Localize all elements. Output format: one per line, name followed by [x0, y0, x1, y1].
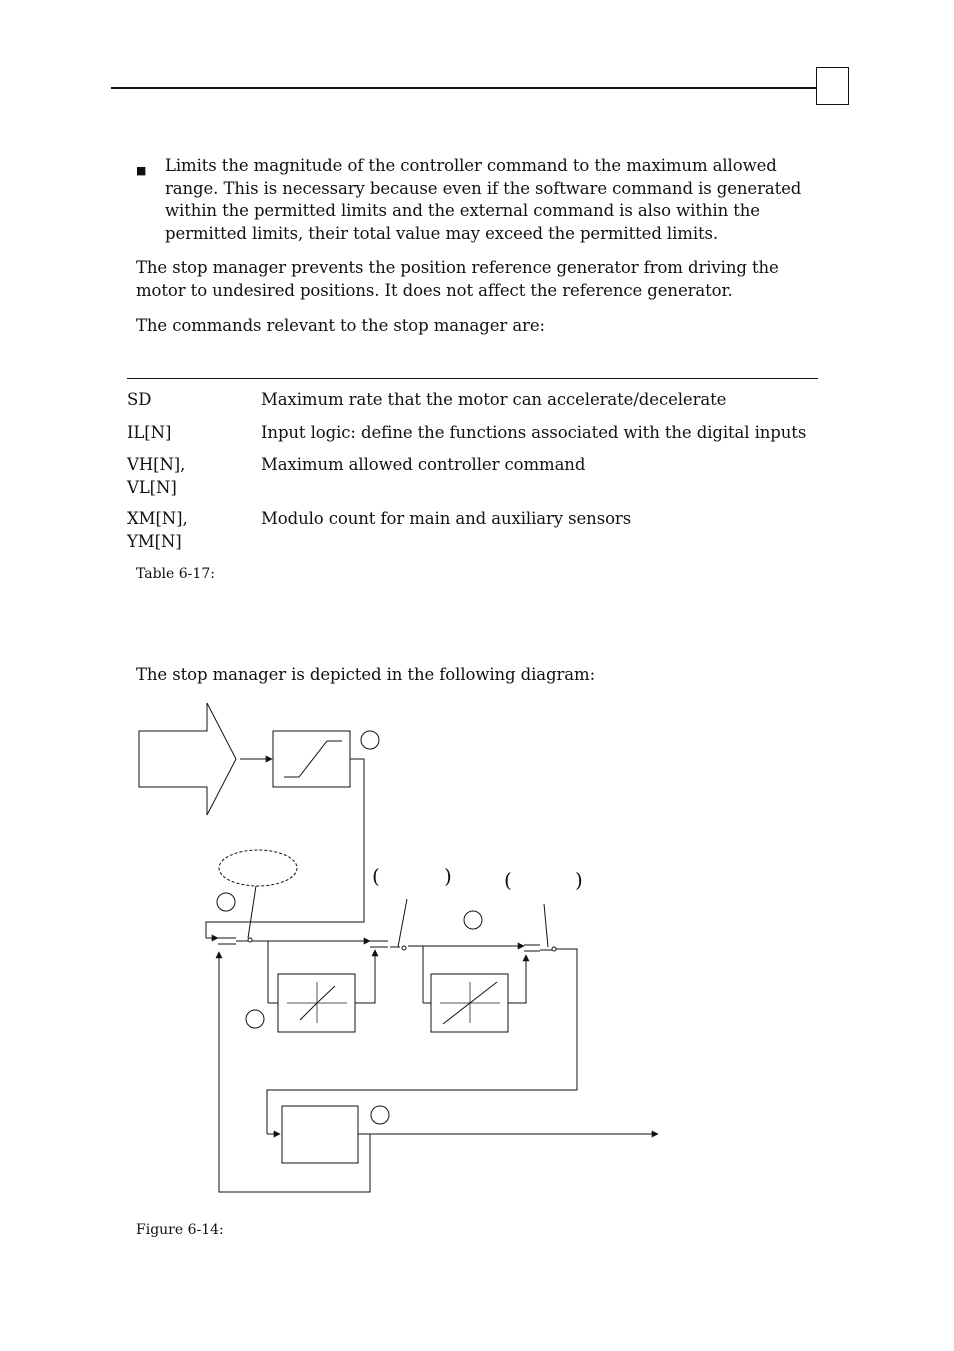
node-marker-2: [217, 893, 235, 911]
table-cell-command: VH[N], VL[N]: [127, 455, 186, 497]
bullet-marker: ■: [136, 164, 147, 177]
table-cell-description: Maximum allowed controller command: [261, 455, 586, 474]
table-cell-description: Modulo count for main and auxiliary sensors: [261, 509, 632, 528]
paren-label: ): [444, 864, 452, 888]
table-cell-command: SD: [127, 390, 152, 409]
table-cell-command: XM[N], YM[N]: [127, 509, 188, 551]
node-marker-5: [371, 1106, 389, 1124]
table-cell-command: IL[N]: [127, 423, 172, 442]
node-marker-3: [246, 1010, 264, 1028]
paren-label: (: [372, 864, 380, 888]
table-cell-description: Input logic: define the functions associated with the digital inputs: [261, 423, 807, 442]
paren-label: (: [504, 868, 512, 892]
output-block: [282, 1106, 358, 1163]
bullet-item-text: Limits the magnitude of the controller command to the maximum allowed range. This is necessary because even if the software command is generated within the permitted limits and the external command is also within the permitted limits, their total value may exceed the permitted limits.: [165, 156, 802, 243]
node-marker-4: [464, 911, 482, 929]
paragraph-stop-manager: The stop manager prevents the position reference generator from driving the motor to undesired positions. It does not affect the reference generator.: [136, 258, 779, 300]
paren-label: ): [575, 868, 583, 892]
rate-limiter-block: [273, 731, 350, 787]
diagram-intro: The stop manager is depicted in the following diagram:: [136, 665, 596, 684]
input-block-arrow: [139, 703, 236, 815]
paragraph-commands-intro: The commands relevant to the stop manager are:: [136, 316, 545, 335]
input-logic-ellipse: [219, 850, 297, 886]
node-marker-1: [361, 731, 379, 749]
figure-caption: Figure 6-14:: [136, 1222, 224, 1238]
table-caption: Table 6-17:: [136, 566, 215, 582]
table-cell-description: Maximum rate that the motor can accelerate/decelerate: [261, 390, 727, 409]
